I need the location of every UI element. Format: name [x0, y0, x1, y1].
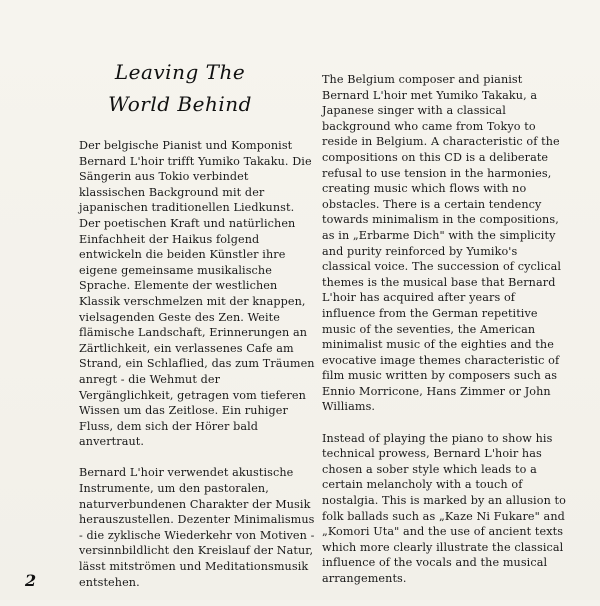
english-paragraph: The Belgium composer and pianist Bernard L'hoir met Yumiko Takaku, a Japanese singer with a classical background who came from Tokyo to reside in Belgium. A characteristic of the compositions on this CD is a deliberate refusal to use tension in the harmonies, creating music which flows with no obstacles. There is a certain tendency towards minimalism in the compositions, as in „Erbarme Dich" with the simplicity and purity reinforced by Yumiko's classical voice. The succession of cyclical themes is the musical base that Bernard L'hoir has acquired after years of influence from the German repetitive music of the seventies, the American minimalist music of the eighties and the evocative image themes characteristic of film music written by composers such as Ennio Morricone, Hans Zimmer or John Williams.	[322, 73, 562, 414]
english-text-column	[322, 72, 567, 602]
english-paragraph: Instead of playing the piano to show his technical prowess, Bernard L'hoir has chosen a sober style which leads to a certain melancholy with a touch of nostalgia. This is marked by an allusion to folk ballads such as „Kaze Ni Fukare" and „Komori Uta" and the use of ancient texts which more clearly illustrate the classical influence of the vocals and the musical arrangements.	[322, 431, 566, 585]
page-number: 2	[25, 571, 37, 590]
german-text-column	[79, 138, 317, 606]
german-paragraph: Bernard L'hoir verwendet akustische Instrumente, um den pastoralen, naturverbundenen Charakter der Musik herauszustellen. Dezenter Minimalismus - die zyklische Wiederkehr von Motiven - versinnbildlicht den Kreislauf der Natur, lässt mitströmen und Meditationsmusik entstehen.	[79, 466, 315, 589]
title-line-1: Leaving The	[114, 60, 246, 84]
german-paragraph: Der belgische Pianist und Komponist Bernard L'hoir trifft Yumiko Takaku. Die Sängerin aus Tokio verbindet klassischen Background mit der japanischen traditionellen Liedkunst. Der poetischen Kraft und natürlichen Einfachheit der Haikus folgend entwickeln die beiden Künstler ihre eigene gemeinsame musikalische Sprache. Elemente der westlichen Klassik verschmelzen mit der knappen, vielsagenden Geste des Zen. Weite flämische Landschaft, Erinnerungen an Zärtlichkeit, ein verlassenes Cafe am Strand, ein Schlaflied, das zum Träumen anregt - die Wehmut der Vergänglichkeit, getragen vom tieferen Wissen um das Zeitlose. Ein ruhiger Fluss, dem sich der Hörer bald anvertraut.	[79, 139, 315, 449]
page-title	[60, 56, 300, 120]
title-line-2: World Behind	[108, 92, 252, 116]
